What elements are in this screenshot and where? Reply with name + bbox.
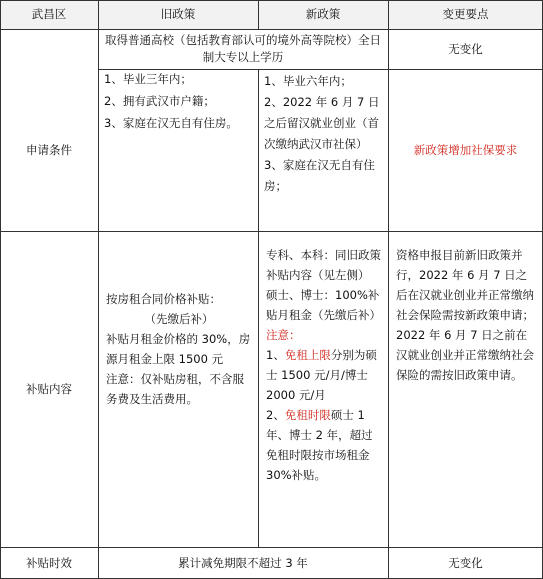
border-left (0, 0, 1, 579)
conditions-new-item: 1、毕业六年内； (264, 74, 352, 88)
subsidy-old-title: 按房租合同价格补贴： (106, 292, 221, 306)
subsidy-old (98, 231, 258, 547)
item-2-prefix: 2、 (266, 408, 285, 422)
item-2-text: 硕士 1 年、博士 2 年，超过免租时限按市场租金 30%补贴。 (266, 408, 373, 482)
subsidy-label: 补贴内容 (26, 381, 72, 396)
duration-label: 补贴时效 (26, 555, 72, 570)
education-requirement: 取得普通高校（包括教育部认可的境外高等院校）全日制大专以上学历 (105, 33, 381, 64)
subsidy-new-item-2 (266, 405, 382, 485)
item-2-highlight: 免租时限 (284, 408, 331, 422)
conditions-new-item: 2、2022 年 6 月 7 日之后留汉就业创业（首次缴纳武汉市社保） (264, 95, 380, 151)
subsidy-new-undergrad: 专科、本科：同旧政策补贴内容（见左侧） (266, 248, 381, 282)
conditions-old (98, 69, 258, 231)
subsidy-note: 资格申报目前新旧政策并行，2022 年 6 月 7 日之后在汉就业创业并正常缴纳社会保险需按新政策申请；2022 年 6 月 7 日之前在汉就业创业并正常缴纳社会保险的需按旧政策申请。 (396, 248, 534, 382)
conditions-new (258, 69, 388, 231)
row-divider (0, 547, 543, 548)
conditions-new-item: 3、家庭在汉无自有住房； (264, 158, 375, 193)
duration-note: 无变化 (448, 555, 483, 570)
conditions-old-item: 1、毕业三年内； (104, 72, 192, 86)
row-divider (0, 29, 543, 30)
col-divider (258, 69, 259, 547)
row-divider (0, 231, 543, 232)
col-divider (258, 0, 259, 29)
col-divider (388, 0, 389, 579)
header-district: 武昌区 (0, 0, 98, 29)
row-divider (98, 69, 543, 70)
subsidy-old-sub: （先缴后补） (144, 312, 214, 326)
conditions-label: 申请条件 (26, 142, 72, 157)
subsidy-new (258, 231, 388, 547)
item-1-text: 分别为硕士 1500 元/月/博士 2000 元/月 (266, 348, 377, 402)
duration-text: 累计减免期限不超过 3 年 (178, 555, 308, 570)
border-top (0, 0, 543, 1)
education-note: 无变化 (448, 41, 483, 56)
item-1-highlight: 免租上限 (284, 348, 331, 362)
header-old-policy: 旧政策 (98, 0, 258, 29)
header-new-policy: 新政策 (258, 0, 388, 29)
header-change-points: 变更要点 (388, 0, 543, 29)
col-divider (98, 0, 99, 579)
conditions-note: 新政策增加社保要求 (413, 142, 518, 157)
subsidy-new-item-1 (266, 345, 382, 405)
subsidy-old-body: 补贴月租金价格的 30%，房源月租金上限 1500 元 (106, 332, 251, 366)
subsidy-new-attention: 注意： (266, 328, 301, 342)
item-1-prefix: 1、 (266, 348, 285, 362)
conditions-old-item: 3、家庭在汉无自有住房。 (104, 116, 238, 130)
subsidy-new-postgrad: 硕士、博士：100%补贴月租金（先缴后补） (266, 288, 381, 322)
conditions-old-item: 2、拥有武汉市户籍； (104, 94, 215, 108)
subsidy-old-caution: 注意：仅补贴房租，不含服务费及生活费用。 (106, 372, 244, 406)
